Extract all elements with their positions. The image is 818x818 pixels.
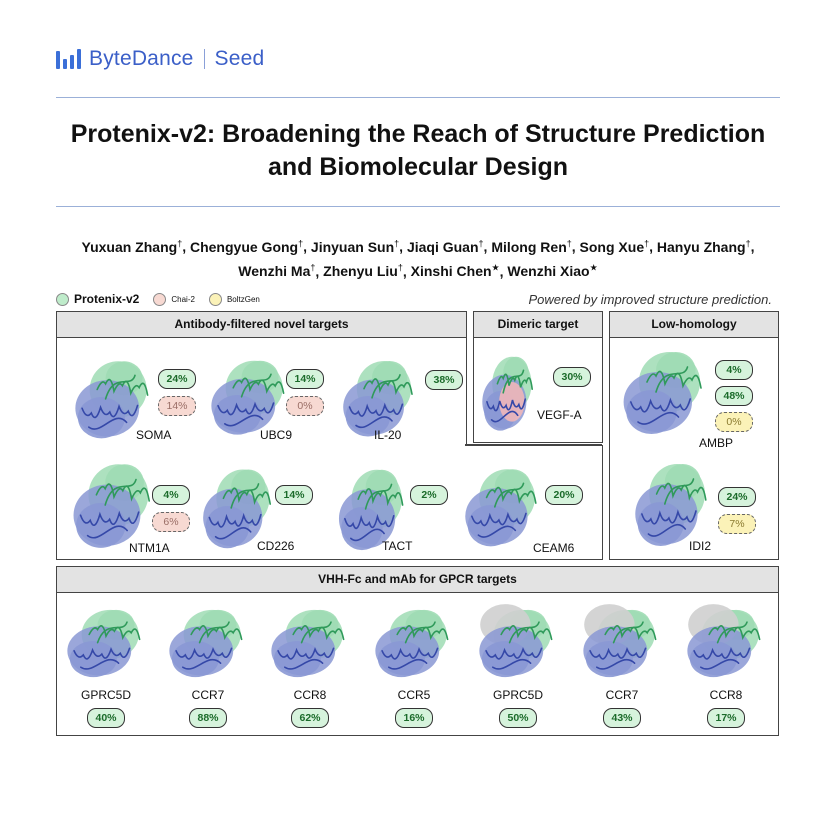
gpcr-target-label: GPRC5D (492, 688, 543, 702)
gpcr-target-label: CCR7 (605, 688, 639, 702)
target-label-tact: TACT (382, 539, 413, 553)
legend-chai (153, 293, 195, 306)
target-label-ceam6: CEAM6 (533, 541, 575, 555)
panel-lowhomology-title: Low-homology (610, 312, 778, 338)
structure-ambp (620, 340, 710, 440)
boltzgen-score-idi2: 7% (718, 514, 756, 534)
protenix-score-ambp-2: 48% (715, 386, 753, 406)
author-name: Milong Ren† (491, 238, 572, 255)
author-mark: † (397, 262, 403, 273)
structure-gpcr-6 (580, 600, 664, 682)
legend-label-protenix: Protenix-v2 (74, 292, 140, 306)
panel-antibody-step (465, 444, 602, 446)
structure-ntm1a (70, 452, 158, 554)
bytedance-seed-logo (56, 44, 264, 74)
structure-vegfa (480, 346, 538, 436)
gpcr-target-label: CCR8 (709, 688, 743, 702)
structure-ceam6 (462, 458, 544, 552)
author-mark: † (745, 238, 751, 248)
logo-bars-icon (56, 49, 81, 69)
author-mark: † (298, 238, 304, 248)
gpcr-protenix-score: 43% (603, 708, 641, 728)
gpcr-protenix-score: 17% (707, 708, 745, 728)
author-mark: † (394, 238, 400, 248)
author-mark: ★ (491, 262, 500, 273)
target-label-il20: IL-20 (374, 428, 402, 442)
panel-dimeric-title: Dimeric target (474, 312, 602, 338)
target-label-ntm1a: NTM1A (129, 541, 170, 555)
panel-antibody-title: Antibody-filtered novel targets (57, 312, 466, 338)
author-name: Wenzhi Xiao★ (507, 262, 598, 280)
structure-gpcr-2 (166, 600, 250, 682)
logo-divider (204, 49, 205, 69)
protenix-score-il20: 38% (425, 370, 463, 390)
author-list: Yuxuan Zhang†, Chengyue Gong†, Jinyuan Sun†, Jiaqi Guan†, Milong Ren†, Song Xue†, Hanyu Zhang†, Wenzhi Ma†, Zhenyu Liu†, Xinshi Chen★, Wenzhi Xiao★ (81, 238, 755, 280)
protenix-score-vegfa: 30% (553, 367, 591, 387)
logo-product: Seed (214, 47, 265, 70)
panel-gpcr-title: VHH-Fc and mAb for GPCR targets (57, 567, 778, 593)
structure-ubc9 (208, 350, 292, 440)
powered-by-note: Powered by improved structure prediction. (528, 292, 772, 307)
author-name: Wenzhi Ma† (238, 262, 316, 280)
protenix-score-idi2: 24% (718, 487, 756, 507)
legend-swatch-boltzgen (209, 293, 222, 306)
author-name: Song Xue† (579, 238, 650, 255)
protenix-score-ubc9: 14% (286, 369, 324, 389)
legend-protenix (56, 292, 139, 306)
gpcr-protenix-score: 16% (395, 708, 433, 728)
legend-boltzgen (209, 293, 260, 306)
gpcr-target-label: CCR7 (191, 688, 225, 702)
method-legend (56, 292, 274, 306)
author-name: Chengyue Gong† (189, 238, 304, 255)
legend-swatch-protenix (56, 293, 69, 306)
protenix-score-ceam6: 20% (545, 485, 583, 505)
gpcr-protenix-score: 50% (499, 708, 537, 728)
legend-label-boltzgen: BoltzGen (226, 294, 260, 304)
author-mark: † (177, 238, 183, 248)
paper-title: Protenix-v2: Broadening the Reach of Structure Prediction and Biomolecular Design (70, 120, 766, 181)
structure-gpcr-7 (684, 600, 768, 682)
target-label-cd226: CD226 (257, 539, 295, 553)
author-mark: † (478, 238, 484, 248)
target-label-ubc9: UBC9 (260, 428, 293, 442)
author-name: Jiaqi Guan† (406, 238, 484, 255)
author-name: Yuxuan Zhang† (81, 238, 183, 255)
target-label-vegfa: VEGF-A (537, 408, 582, 422)
structure-gpcr-5 (476, 600, 560, 682)
author-mark: ★ (589, 262, 598, 273)
protenix-score-ambp-1: 4% (715, 360, 753, 380)
top-divider (56, 97, 780, 98)
author-name: Xinshi Chen★ (410, 262, 500, 280)
author-name: Jinyuan Sun† (310, 238, 400, 255)
structure-gpcr-4 (372, 600, 456, 682)
protenix-score-ntm1a: 4% (152, 485, 190, 505)
author-name: Zhenyu Liu† (323, 262, 403, 280)
target-label-idi2: IDI2 (689, 539, 712, 553)
target-label-soma: SOMA (136, 428, 172, 442)
gpcr-target-label: CCR8 (293, 688, 327, 702)
gpcr-target-label: GPRC5D (80, 688, 131, 702)
structure-gpcr-3 (268, 600, 352, 682)
legend-swatch-chai (153, 293, 166, 306)
protenix-score-cd226: 14% (275, 485, 313, 505)
gpcr-target-label: CCR5 (397, 688, 431, 702)
protenix-score-soma: 24% (158, 369, 196, 389)
gpcr-protenix-score: 62% (291, 708, 329, 728)
author-mark: † (566, 238, 572, 248)
gpcr-protenix-score: 88% (189, 708, 227, 728)
author-name: Hanyu Zhang† (656, 238, 751, 255)
target-label-ambp: AMBP (699, 436, 734, 450)
legend-label-chai: Chai-2 (171, 294, 195, 304)
structure-idi2 (632, 452, 714, 552)
boltzgen-score-ambp: 0% (715, 412, 753, 432)
gpcr-protenix-score: 40% (87, 708, 125, 728)
chai-score-soma: 14% (158, 396, 196, 416)
author-mark: † (310, 262, 316, 273)
chai-score-ubc9: 0% (286, 396, 324, 416)
author-mark: † (644, 238, 650, 248)
title-divider (56, 206, 780, 207)
logo-company: ByteDance (89, 47, 194, 70)
structure-gpcr-1 (64, 600, 148, 682)
chai-score-ntm1a: 6% (152, 512, 190, 532)
protenix-score-tact: 2% (410, 485, 448, 505)
